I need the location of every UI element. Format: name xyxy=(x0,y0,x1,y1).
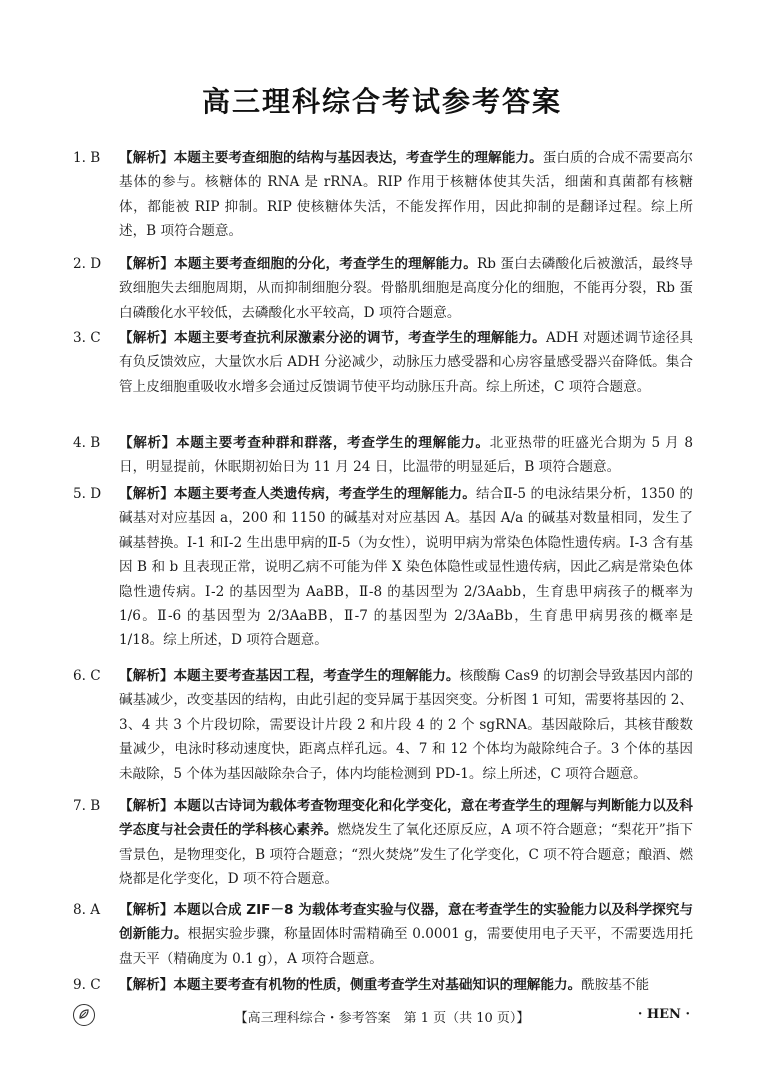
answer-number: 6. C xyxy=(73,668,101,684)
answer-item xyxy=(73,146,693,244)
answer-item xyxy=(73,898,693,971)
analysis-lead: 本题以合成 ZIF－8 为载体考查实验与仪器，意在考查学生的实验能力以及科学探究与创新能力。 xyxy=(119,902,694,943)
answer-item xyxy=(73,326,693,399)
analysis-text: Rb 蛋白去磷酸化后被激活，最终导致细胞失去细胞周期，从而抑制细胞分裂。骨骼肌细胞是高度分化的细胞，不能再分裂，Rb 蛋白磷酸化水平较低，去磷酸化水平较高，D 项符合题意。 xyxy=(119,256,693,321)
analysis-tag: 【解析】 xyxy=(119,150,174,166)
answer-number: 3. C xyxy=(73,330,101,346)
analysis-lead: 本题主要考查抗利尿激素分泌的调节，考查学生的理解能力。 xyxy=(174,330,546,346)
footer-code: · HEN · xyxy=(637,1007,690,1022)
answer-number: 1. B xyxy=(73,150,101,166)
answer-number: 2. D xyxy=(73,256,102,272)
analysis-text: 酰胺基不能 xyxy=(581,977,650,993)
answer-number: 4. B xyxy=(73,435,101,451)
answer-item xyxy=(73,431,693,480)
analysis-tag: 【解析】 xyxy=(119,668,174,684)
analysis-text: ADH 对题述调节途径具有负反馈效应，大量饮水后 ADH 分泌减少，动脉压力感受器和心房容量感受器兴奋降低。集合管上皮细胞重吸收水增多会通过反馈调节使平均动脉压升高。综上所述，C 项符合题意。 xyxy=(119,330,694,395)
answer-number: 9. C xyxy=(73,977,101,993)
analysis-tag: 【解析】 xyxy=(119,330,175,346)
analysis-text: 北亚热带的旺盛光合期为 5 月 8 日，明显提前，休眠期初始日为 11 月 24 日，比温带的明显延后，B 项符合题意。 xyxy=(119,435,694,476)
analysis-lead: 本题主要考查种群和群落，考查学生的理解能力。 xyxy=(176,435,490,451)
analysis-text: 核酸酶 Cas9 的切割会导致基因内部的碱基减少，改变基因的结构，由此引起的变异属于基因突变。分析图 1 可知，需要将基因的 2、3、4 共 3 个片段切除，需要设计片段 2 和片段 4 的 2 个 sgRNA。基因敲除后，其核苷酸数量减少，电泳时移动速度快，距离点样孔远。4、7 和 12 个体均为敲除纯合子。3 个体的基因未敲除，5 个体为基因敲除杂合子，体内均能检测到 PD-1。综上所述，C 项符合题意。 xyxy=(119,668,694,782)
analysis-lead: 本题主要考查细胞的分化，考查学生的理解能力。 xyxy=(174,256,477,272)
analysis-text: 燃烧发生了氧化还原反应，A 项不符合题意；“梨花开”指下雪景色，是物理变化，B 项符合题意；“烈火焚烧”发生了化学变化，C 项不符合题意；酿酒、燃烧都是化学变化，D 项不符合题意。 xyxy=(119,822,693,888)
answer-number: 8. A xyxy=(73,902,101,918)
answer-number: 7. B xyxy=(73,798,101,814)
analysis-lead: 本题主要考查人类遗传病，考查学生的理解能力。 xyxy=(173,486,476,502)
analysis-text: 根据实验步骤，称量固体时需精确至 0.0001 g，需要使用电子天平，不需要选用托盘天平（精确度为 0.1 g），A 项符合题意。 xyxy=(119,926,693,967)
answer-item xyxy=(73,252,693,325)
analysis-text: 蛋白质的合成不需要高尔基体的参与。核糖体的 RNA 是 rRNA。RIP 作用于核糖体使其失活，细菌和真菌都有核糖体，都能被 RIP 抑制。RIP 使核糖体失活，不能发挥作用，因此抑制的是翻译过程。综上所述，B 项符合题意。 xyxy=(119,150,694,240)
analysis-tag: 【解析】 xyxy=(119,977,174,993)
analysis-tag: 【解析】 xyxy=(119,798,174,814)
page-title: 高三理科综合考试参考答案 xyxy=(201,85,562,118)
analysis-lead: 本题主要考查细胞的结构与基因表达，考查学生的理解能力。 xyxy=(173,150,543,166)
answer-item xyxy=(73,794,693,892)
analysis-lead: 本题主要考查基因工程，考查学生的理解能力。 xyxy=(173,668,460,684)
analysis-tag: 【解析】 xyxy=(119,256,175,272)
answer-item xyxy=(73,482,693,653)
footer-page-info: 【高三理科综合・参考答案 第 1 页（共 10 页）】 xyxy=(234,1011,530,1026)
analysis-tag: 【解析】 xyxy=(119,902,174,918)
answer-item xyxy=(73,664,693,786)
answer-number: 5. D xyxy=(73,486,102,502)
page-footer xyxy=(0,1004,764,1028)
analysis-text: 结合Ⅱ-5 的电泳结果分析，1350 的碱基对对应基因 a，200 和 1150 的碱基对对应基因 A。基因 A/a 的碱基对数量相同，发生了碱基替换。Ⅰ-1 和Ⅰ-2 生出患甲病的Ⅱ-5（为女性），说明甲病为常染色体隐性遗传病。Ⅰ-3 含有基因 B 和 b 且表现正常，说明乙病不可能为伴 X 染色体隐性或显性遗传病，因此乙病是常染色体隐性遗传病。Ⅰ-2 的基因型为 AaBB，Ⅱ-8 的基因型为 2/3Aabb，生育患甲病孩子的概率为 1/6。Ⅱ-6 的基因型为 2/3AaBB，Ⅱ-7 的基因型为 2/3AaBb，生育患甲病男孩的概率是 1/18。综上所述，D 项符合题意。 xyxy=(119,486,694,649)
answer-item xyxy=(73,973,693,997)
analysis-lead: 本题以古诗词为载体考查物理变化和化学变化，意在考查学生的理解与判断能力以及科学态度与社会责任的学科核心素养。 xyxy=(119,798,694,839)
analysis-lead: 本题主要考查有机物的性质，侧重考查学生对基础知识的理解能力。 xyxy=(173,977,582,993)
analysis-tag: 【解析】 xyxy=(119,435,177,451)
analysis-tag: 【解析】 xyxy=(119,486,174,502)
